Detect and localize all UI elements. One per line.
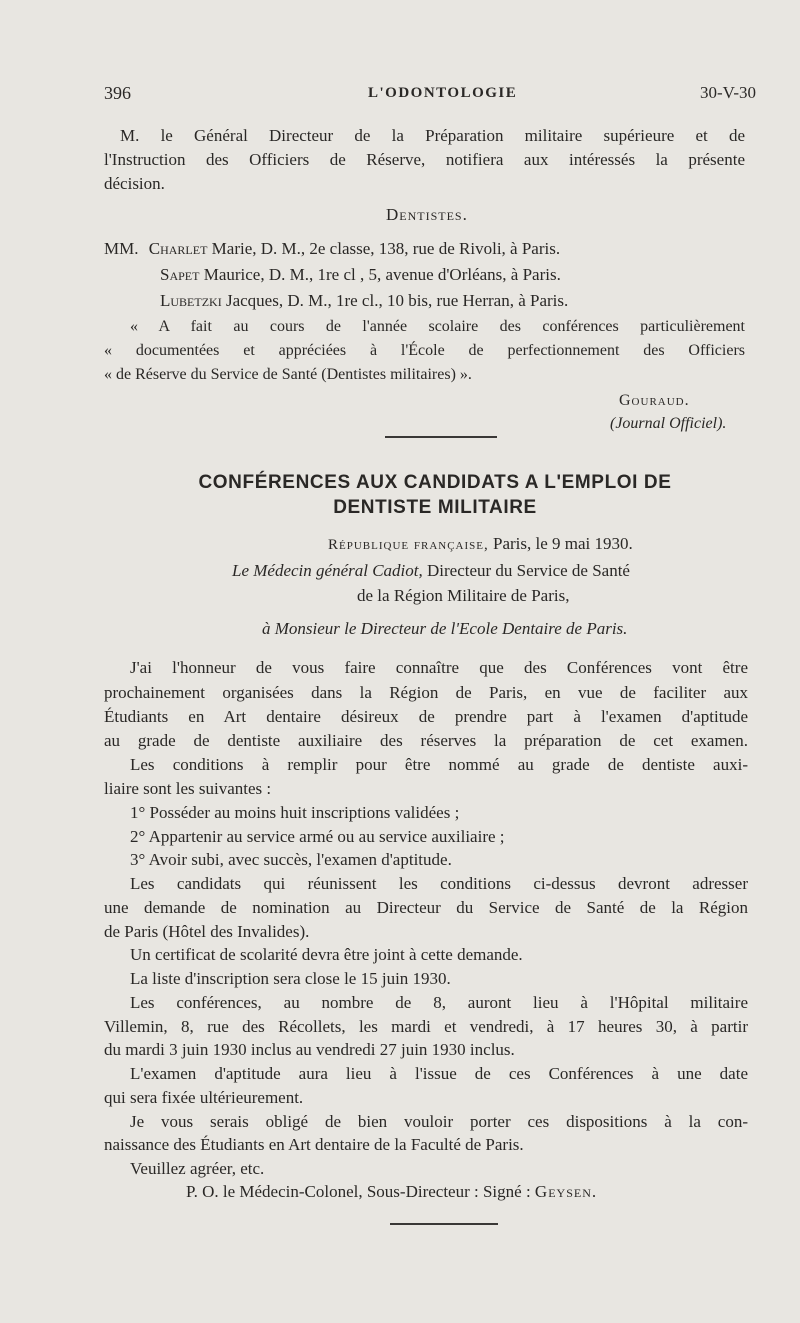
body-line: prochainement organisées dans la Région de Paris, en vue de faciliter aux: [104, 683, 748, 702]
dentist-entry: [160, 290, 568, 312]
source-citation: (Journal Officiel).: [610, 415, 727, 432]
body-line: qui sera fixée ultérieurement.: [104, 1088, 304, 1107]
letter-addressee: à Monsieur le Directeur de l'Ecole Dentaire de Paris.: [262, 619, 628, 638]
citation-line: « A fait au cours de l'année scolaire des conférences particulièrement: [130, 318, 745, 335]
closing-signature: [186, 1181, 597, 1203]
dentist-name: Lubetzki: [160, 291, 222, 310]
closing-text: P. O. le Médecin-Colonel, Sous-Directeur : Signé :: [186, 1182, 535, 1201]
letter-sender: [232, 560, 630, 582]
page-number: 396: [104, 83, 131, 103]
body-line: Villemin, 8, rue des Récollets, les mardi et vendredi, à 17 heures 30, à partir: [104, 1017, 748, 1036]
place-date: Paris, le 9 mai 1930.: [488, 534, 633, 553]
body-line: Les candidats qui réunissent les conditions ci-dessus devront adresser: [130, 874, 748, 893]
condition-item: 3° Avoir subi, avec succès, l'examen d'aptitude.: [130, 850, 452, 869]
body-line: La liste d'inscription sera close le 15 juin 1930.: [130, 969, 451, 988]
body-line: liaire sont les suivantes :: [104, 779, 272, 798]
sender-name: Le Médecin général Cadiot,: [232, 561, 423, 580]
body-line: Un certificat de scolarité devra être joint à cette demande.: [130, 945, 523, 964]
body-line: naissance des Étudiants en Art dentaire de la Faculté de Paris.: [104, 1135, 524, 1154]
issue-date: 30-V-30: [700, 83, 757, 102]
dentist-name: Sapet: [160, 265, 200, 284]
dentist-name: Charlet: [148, 239, 208, 258]
closing-name: Geysen.: [534, 1182, 598, 1201]
body-line: une demande de nomination au Directeur du Service de Santé de la Région: [104, 898, 748, 917]
section-divider: [385, 436, 497, 438]
body-line: au grade de dentiste auxiliaire des réserves la préparation de cet examen.: [104, 731, 748, 750]
sender-title: Directeur du Service de Santé: [422, 561, 630, 580]
republic-label: République française,: [328, 537, 489, 553]
citation-line: « de Réserve du Service de Santé (Dentistes militaires) ».: [104, 366, 472, 383]
section-divider: [390, 1223, 498, 1225]
journal-title: L'ODONTOLOGIE: [368, 85, 518, 101]
decision-line: décision.: [104, 174, 165, 193]
body-line: Les conditions à remplir pour être nommé au grade de dentiste auxi-: [130, 755, 748, 774]
dentistes-heading: Dentistes.: [386, 205, 468, 224]
signature: Gouraud.: [619, 392, 690, 409]
article-title: CONFÉRENCES AUX CANDIDATS A L'EMPLOI DE: [198, 472, 672, 493]
dentist-entry: [104, 238, 560, 260]
body-line: Je vous serais obligé de bien vouloir porter ces dispositions à la con-: [130, 1112, 748, 1131]
dentist-details: Marie, D. M., 2e classe, 138, rue de Rivoli, à Paris.: [207, 239, 561, 258]
mm-prefix: MM.: [104, 239, 139, 258]
body-line: Veuillez agréer, etc.: [130, 1159, 265, 1178]
condition-item: 2° Appartenir au service armé ou au service auxiliaire ;: [130, 827, 505, 846]
body-line: Étudiants en Art dentaire désireux de prendre part à l'examen d'aptitude: [104, 707, 748, 726]
dentist-details: Maurice, D. M., 1re cl , 5, avenue d'Orléans, à Paris.: [199, 265, 561, 284]
decision-line: l'Instruction des Officiers de Réserve, notifiera aux intéressés la présente: [104, 150, 745, 169]
body-line: Les conférences, au nombre de 8, auront lieu à l'Hôpital militaire: [130, 993, 748, 1012]
article-title: DENTISTE MILITAIRE: [333, 497, 537, 518]
dentist-entry: [160, 264, 561, 286]
citation-line: « documentées et appréciées à l'École de perfectionnement des Officiers: [104, 342, 745, 359]
letter-dateline: [328, 533, 633, 556]
decision-line: M. le Général Directeur de la Préparation militaire supérieure et de: [120, 126, 745, 145]
body-line: de Paris (Hôtel des Invalides).: [104, 922, 310, 941]
body-line: J'ai l'honneur de vous faire connaître que des Conférences vont être: [130, 658, 748, 677]
body-line: du mardi 3 juin 1930 inclus au vendredi 27 juin 1930 inclus.: [104, 1040, 515, 1059]
body-line: L'examen d'aptitude aura lieu à l'issue de ces Conférences à une date: [130, 1064, 748, 1083]
condition-item: 1° Posséder au moins huit inscriptions validées ;: [130, 803, 460, 822]
letter-sender-line2: de la Région Militaire de Paris,: [357, 586, 570, 605]
dentist-details: Jacques, D. M., 1re cl., 10 bis, rue Herran, à Paris.: [221, 291, 569, 310]
